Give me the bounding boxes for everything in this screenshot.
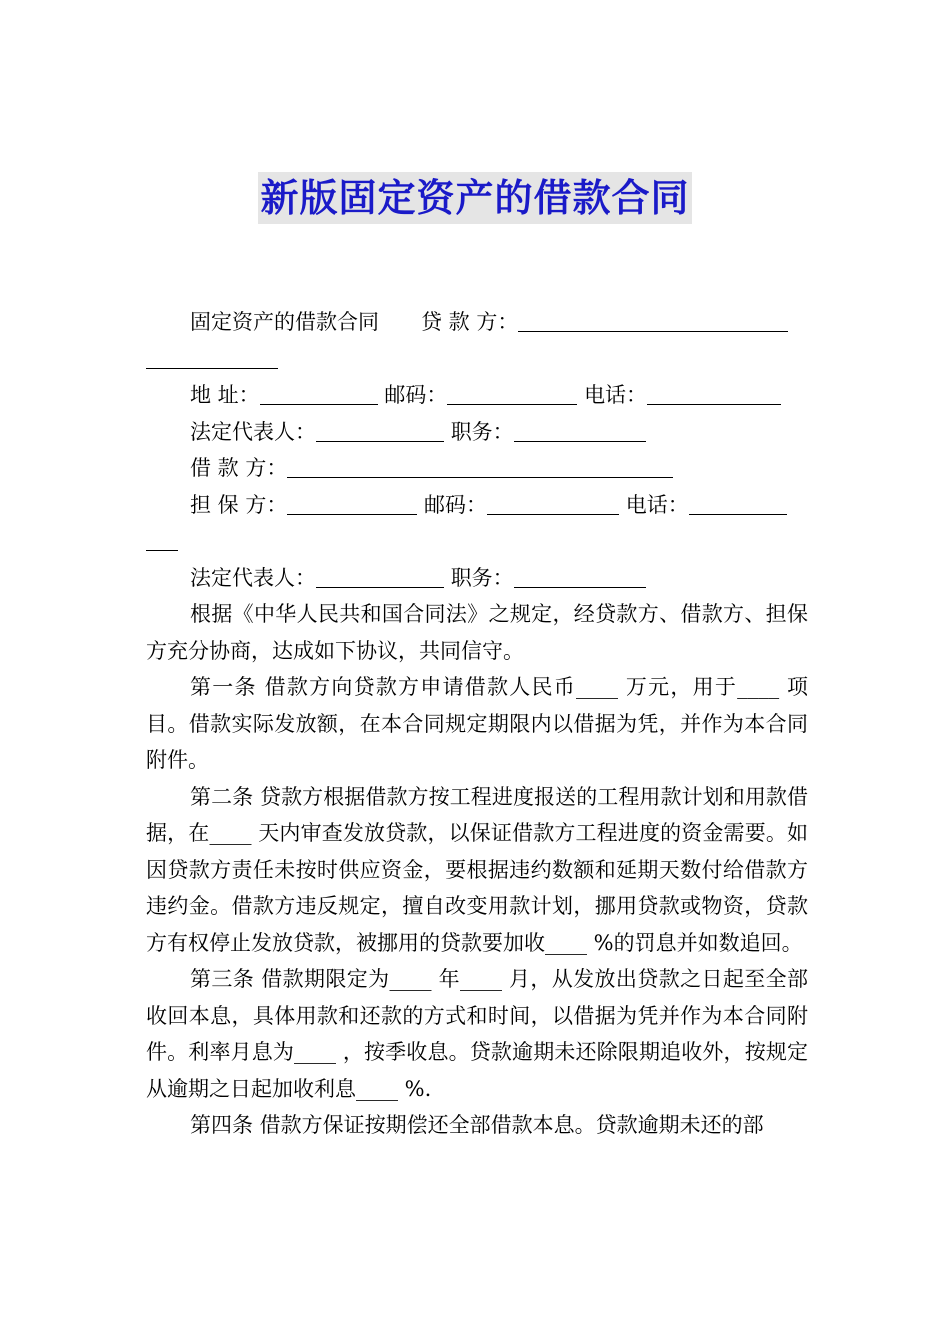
document-title: 新版固定资产的借款合同 xyxy=(258,172,691,224)
borrower-blank xyxy=(287,453,673,478)
legal-rep-label-2: 法定代表人： xyxy=(190,565,316,590)
contract-body xyxy=(146,304,808,1144)
position-label: 职务： xyxy=(450,419,514,444)
article-3: 第三条 借款期限定为____ 年____ 月，从发放出贷款之日起至全部收回本息，具体用款和还款的方式和时间，以借据为凭并作为本合同附件。利率月息为____ ，按季收息。贷款逾期未还除限期追收外，按规定从逾期之日起加收利息____ %. xyxy=(146,967,808,1101)
guarantor-line xyxy=(146,487,808,524)
legal-rep-blank-2 xyxy=(316,563,444,588)
article-1: 第一条 借款方向贷款方申请借款人民币____ 万元，用于____ 项目。借款实际发放额，在本合同规定期限内以借据为凭，并作为本合同附件。 xyxy=(146,675,808,772)
postcode-blank xyxy=(447,380,577,405)
legal-rep-line-2 xyxy=(146,560,808,597)
position-label-2: 职务： xyxy=(450,565,514,590)
borrower-line xyxy=(146,450,808,487)
legal-rep-line xyxy=(146,414,808,451)
phone-blank-2-cont xyxy=(146,526,178,551)
article-2: 第二条 贷款方根据借款方按工程进度报送的工程用款计划和用款借据，在____ 天内审查发放贷款，以保证借款方工程进度的资金需要。如因贷款方责任未按时供应资金，要根据违约数额和延期天数付给借款方违约金。借款方违反规定，擅自改变用款计划，挪用贷款或物资，贷款方有权停止发放贷款，被挪用的贷款要加收____ %的罚息并如数追回。 xyxy=(146,784,808,955)
address-blank xyxy=(260,380,378,405)
lender-blank xyxy=(518,307,788,332)
lender-blank-cont xyxy=(146,344,278,369)
phone-label: 电话： xyxy=(584,383,648,407)
borrower-label: 借 款 方： xyxy=(190,456,288,480)
lender-line xyxy=(146,304,808,341)
intro-paragraph: 根据《中华人民共和国合同法》之规定，经贷款方、借款方、担保方充分协商，达成如下协议，共同信守。 xyxy=(146,602,808,663)
guarantor-label: 担 保 方： xyxy=(190,492,288,517)
position-blank-2 xyxy=(514,563,646,588)
position-blank xyxy=(514,417,646,442)
guarantor-line-cont xyxy=(146,523,808,560)
article-4: 第四条 借款方保证按期偿还全部借款本息。贷款逾期未还的部 xyxy=(190,1113,764,1137)
address-label: 地 址： xyxy=(190,383,260,407)
title-wrap xyxy=(0,172,950,224)
lender-line-cont xyxy=(146,341,808,378)
postcode-blank-2 xyxy=(487,490,619,515)
guarantor-blank xyxy=(287,490,417,515)
phone-blank-2 xyxy=(689,490,787,515)
lender-label: 固定资产的借款合同 贷 款 方： xyxy=(190,310,519,334)
phone-blank xyxy=(647,380,781,405)
address-line xyxy=(146,377,808,414)
postcode-label: 邮码： xyxy=(384,383,448,407)
phone-label-2: 电话： xyxy=(625,492,689,517)
legal-rep-label: 法定代表人： xyxy=(190,419,316,444)
postcode-label-2: 邮码： xyxy=(424,492,488,517)
legal-rep-blank xyxy=(316,417,444,442)
